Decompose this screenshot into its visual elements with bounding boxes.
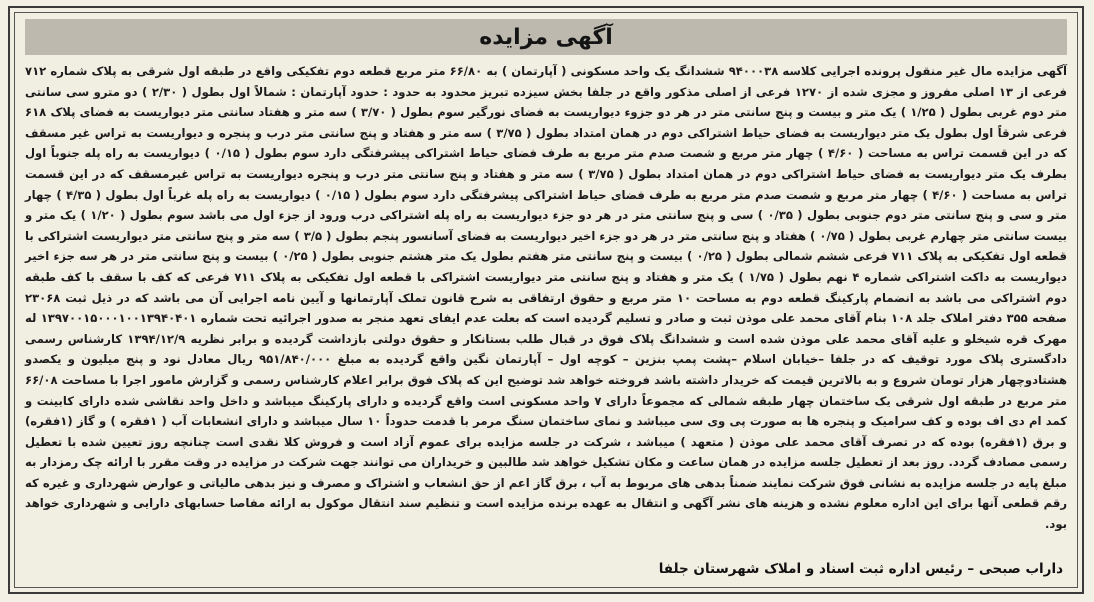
notice-body: آگهی مزایده مال غیر منقول پرونده اجرایی کلاسه ۹۴۰۰۰۳۸ ششدانگ یک واحد مسکونی ( آپارتمان ) به ۶۶/۸۰ متر مربع قطعه دوم تفکیکی واقع در طبقه اول شرقی به پلاک شماره ۷۱۲ فرعی از ۱۳ اصلی مفروز و مجزی شده از ۱۲۷۰ فرعی از اصلی مذکور واقع در جلفا بخش سیزده تبریز محدود به حدود : حدود آپارتمان : شمالاً اول بطول ( ۲/۳۰ ) دو مترو سی سانتی متر دوم غربی بطول ( ۱/۲۵ ) یک متر و بیست و پنج سانتی متر در هر دو جزوء دیواریست به فضای نورگیر سوم بطول ( ۳/۷۰ ) سه متر و هفتاد سانتی متر دیواریست به فضای پلاک ۶۱۸ فرعی شرقاً اول بطول یک متر دیواریست به فضای حیاط اشتراکی دوم در همان امتداد بطول ( ۳/۷۵ ) سه متر و هفتاد و پنج سانتی متر درب و پنجره و دیواریست به تراس غیر مسقف که در این قسمت تراس به مساحت ( ۴/۶۰ ) چهار متر مربع و شصت صدم متر مربع به طرف فضای حیاط اشتراکی پیشرفتگی دارد سوم بطول ( ۰/۱۵ ) دیواریست به راه پله جنوباً اول بطرف یک متر دیواریست به فضای حیاط اشتراکی دوم در همان امتداد بطول ( ۳/۷۵ ) سه متر و هفتاد و پنج سانتی متر درب و پنجره دیواریست به تراس غیرمسقف که در این قسمت تراس به مساحت ( ۴/۶۰ ) چهار متر مربع و شصت صدم متر مربع به طرف فضای حیاط اشتراکی پیشرفتگی دارد سوم بطول ( ۰/۱۵ ) دیواریست به راه پله غرباً اول بطول ( ۴/۳۵ ) چهار متر و سی و پنج سانتی متر دوم جنوبی بطول ( ۰/۳۵ ) سی و پنج سانتی متر در هر دو جزء دیواریست به راه پله اشتراکی درب ورود از جزء اول می باشد سوم بطول ( ۱/۲۰ ) یک متر و بیست سانتی متر چهارم غربی بطول ( ۰/۷۵ ) هفتاد و پنج سانتی متر در هر دو جزء اخیر دیواریست به فضای آسانسور پنجم بطول ( ۳/۵ ) سه متر و پنج سانتی متر دیواریست اشتراکی با قطعه اول تفکیکی به پلاک ۷۱۱ فرعی ششم شمالی بطول ( ۰/۲۵ ) بیست و پنج سانتی متر هفتم بطول یک متر هشتم جنوبی بطول ( ۰/۲۵ ) بیست و پنج سانتی متر در هر سه جزء اخیر دیواریست به داکت اشتراکی شماره ۴ نهم بطول ( ۱/۷۵ ) یک متر و هفتاد و پنج سانتی متر دیواریست اشتراکی با قطعه اول تفکیکی به پلاک ۷۱۱ فرعی که کف با سقف با کف طبقه دوم اشتراکی می باشد به انضمام پارکینگ قطعه دوم به مساحت ۱۰ متر مربع و حقوق ارتفاقی به شرح قانون تملک آپارتمانها و آیین نامه اجرایی آن می باشد که در ذیل ثبت ۲۳۰۶۸ صفحه ۳۵۵ دفتر املاک جلد ۱۰۸ بنام آقای محمد علی موذن ثبت و صادر و تسلیم گردیده است که بعلت عدم ایفای تعهد منجر به صدور اجرائیه تحت شماره ۱۳۹۷۰۰۱۵۰۰۰۱۰۰۱۳۹۴۰۴۰۱ له مهرک قره شیخلو و علیه آقای محمد علی موذن شده است و ششدانگ پلاک فوق در قبال طلب بستانکار و حقوق دولتی بازداشت گردیده و برابر نظریه ۱۳۹۴/۱۲/۹ کارشناس رسمی دادگستری پلاک مورد توقیف که در جلفا –خیابان اسلام –پشت پمپ بنزین – کوچه اول – آپارتمان نگین واقع گردیده به مبلغ ۹۵۱/۸۴۰/۰۰۰ ریال معادل نود و پنج میلیون و یکصدو هشتادوچهار هزار تومان شروع و به بالاترین قیمت که خریدار داشته باشد فروخته خواهد شد توضیح این که پلاک فوق برابر اعلام کارشناس رسمی و گزارش مامور اجرا با مساحت ۶۶/۰۸ متر مربع در طبقه اول شرقی یک ساختمان چهار طبقه شمالی که مجموعاً دارای ۷ واحد مسکونی است واقع گردیده و دارای پارکینگ میباشد و داخل واحد نقاشی شده دارای کابینت و کمد ام دی اف بوده و کف سرامیک و پنجره ها به صورت پی وی سی میباشد و نمای ساختمان سنگ مرمر با قدمت حدوداً ۱۰ سال میباشد و دارای انشعابات آب ( ۱فقره ) و گاز (۱فقره) و برق (۱فقره) بوده که در تصرف آقای محمد علی موذن ( متعهد ) میباشد ، شرکت در جلسه مزایده برای عموم آزاد است و فروش کلا نقدی است چنانچه روز تعیین شده با تعطیل رسمی مصادف گردد. روز بعد از تعطیل جلسه مزایده در همان ساعت و مکان تشکیل خواهد شد طالبین و خریداران می توانند جهت شرکت در مزایده در وقت مقرر با ارائه چک رمزدار به مبلغ پایه در جلسه مزایده به نشانی فوق شرکت نمایند ضمناً بدهی های مربوط به آب ، برق گاز اعم از حق انشعاب و اشتراک و مصرف و نیز بدهی مالیاتی و عوارض شهرداری و غیره که رقم قطعی آنها برای این اداره معلوم نشده و هزینه های نشر آگهی و انتقال به عهده برنده مزایده است و تنظیم سند انتقال موکول به ارائه مفاصا حسابهای دارایی و شهرداری خواهد بود. [25, 64, 1068, 532]
notice-frame [14, 12, 1078, 588]
notice-title: آگهی مزایده [479, 24, 613, 50]
title-banner [25, 19, 1067, 55]
notice-sheet [8, 6, 1084, 594]
notice-signature: داراب صبحی – رئیس اداره ثبت اسناد و املاک شهرستان جلفا [658, 561, 1063, 577]
